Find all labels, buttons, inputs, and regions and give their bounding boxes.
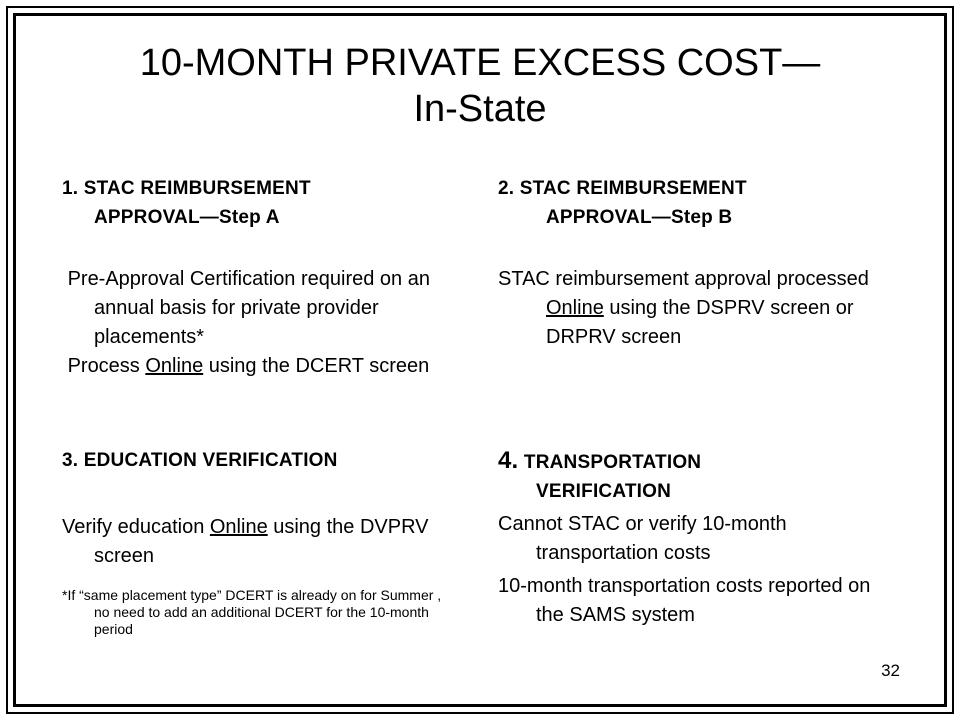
step-a-para2-rest: using the DCERT screen bbox=[203, 355, 430, 377]
transportation-para2: 10-month transportation costs reported on the SAMS system bbox=[498, 575, 871, 626]
section-step-b bbox=[498, 174, 898, 352]
step-a-online-text: Online bbox=[145, 355, 204, 377]
step-b-para bbox=[498, 265, 898, 352]
slide-title-line1: 10-MONTH PRIVATE EXCESS COST— bbox=[139, 42, 821, 84]
step-a-heading-line2: APPROVAL—Step A bbox=[94, 207, 280, 228]
transportation-heading-line1: TRANSPORTATION bbox=[523, 452, 702, 473]
transportation-para1: Cannot STAC or verify 10-month transportation costs bbox=[498, 513, 787, 564]
slide-title-line2: In-State bbox=[413, 88, 547, 130]
education-para-text: Verify education bbox=[62, 516, 210, 538]
slide-title bbox=[40, 40, 920, 132]
step-b-para-rest: using the DSPRV screen or DRPRV screen bbox=[546, 297, 854, 348]
section-education bbox=[62, 446, 452, 638]
footnote: *If “same placement type” DCERT is already on for Summer , no need to add an additional DCERT for the 10-month period bbox=[62, 587, 442, 637]
section-step-a bbox=[62, 174, 462, 381]
step-a-heading bbox=[62, 174, 462, 232]
step-b-heading bbox=[498, 174, 898, 232]
step-b-heading-line2: APPROVAL—Step B bbox=[546, 207, 733, 228]
step-b-para-text: STAC reimbursement approval processed bbox=[498, 268, 869, 290]
step-a-para1: Pre-Approval Certification required on an annual basis for private provider placements* bbox=[62, 268, 436, 348]
education-online-text: Online bbox=[209, 516, 268, 538]
page-number: 32 bbox=[881, 661, 900, 680]
step-a-para2-text: Process bbox=[62, 355, 146, 377]
transportation-heading-line2: VERIFICATION bbox=[536, 481, 672, 502]
step-b-heading-line1: 2. STAC REIMBURSEMENT bbox=[498, 178, 747, 199]
education-para bbox=[62, 513, 452, 571]
education-heading: 3. EDUCATION VERIFICATION bbox=[62, 450, 338, 471]
step-a-para2 bbox=[62, 352, 462, 381]
section-transportation bbox=[498, 446, 898, 630]
step-a-heading-line1: 1. STAC REIMBURSEMENT bbox=[62, 178, 311, 199]
transportation-heading bbox=[498, 446, 898, 506]
education-para-rest: using the DVPRV screen bbox=[94, 516, 429, 567]
transportation-heading-number: 4. bbox=[498, 447, 519, 474]
step-b-online-text: Online bbox=[546, 297, 604, 319]
